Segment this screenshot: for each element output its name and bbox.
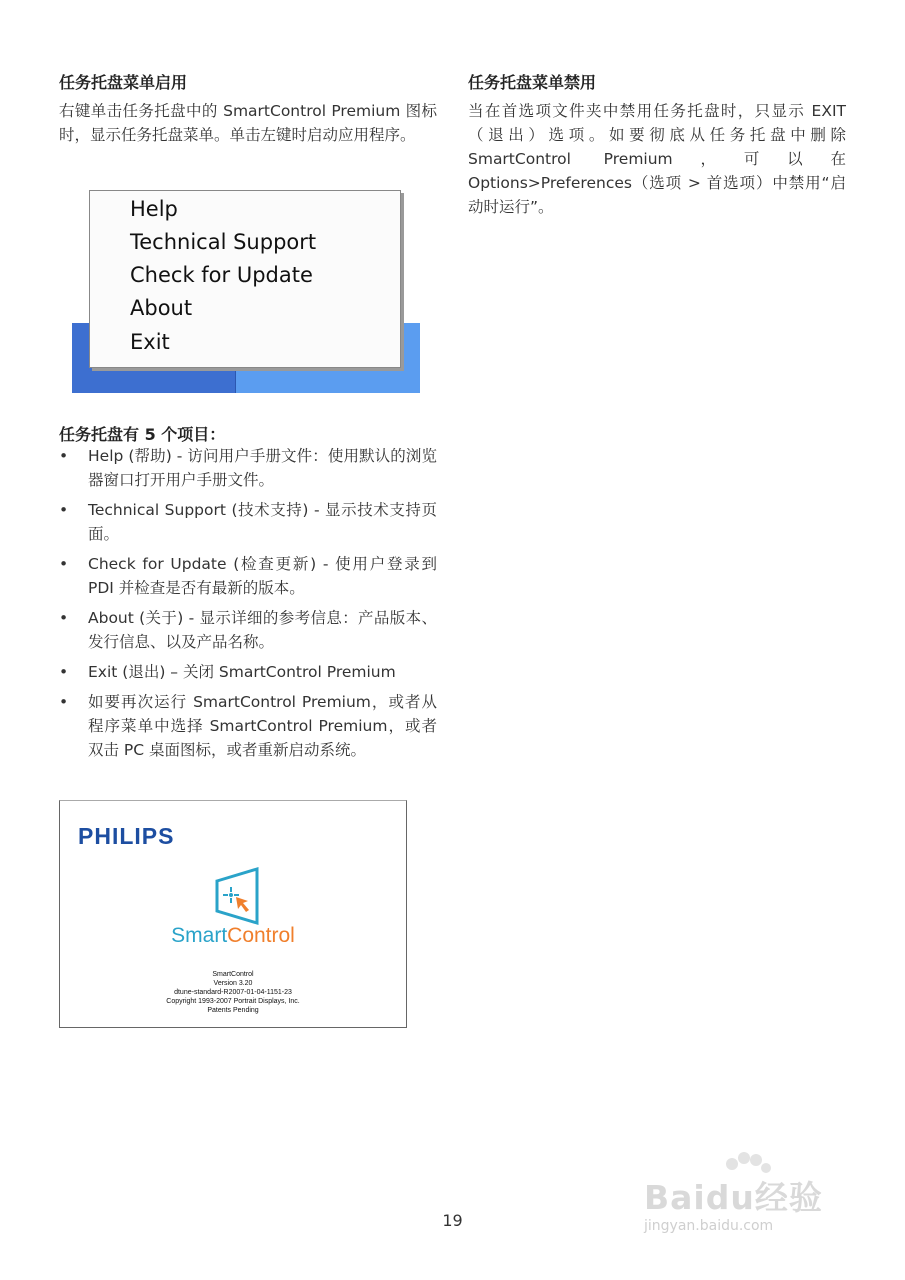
tray-menu-screenshot (72, 190, 420, 393)
menu-item-help[interactable]: Help (130, 197, 178, 221)
bullet: • (59, 447, 69, 465)
product-name-control: Control (227, 924, 295, 947)
section-heading-enabled: 任务托盘菜单启用 (59, 73, 188, 92)
list-item (59, 690, 437, 762)
baidu-watermark (640, 1150, 860, 1245)
list-item-text: Exit (退出) – 关闭 SmartControl Premium (88, 663, 396, 681)
splash-line: dtune-standard-R2007-01-04-1151-23 (174, 989, 292, 996)
list-item (59, 606, 437, 654)
bullet: • (59, 555, 69, 573)
bullet: • (59, 501, 69, 519)
list-item-text: Help (帮助) - 访问用户手册文件：使用默认的浏览器窗口打开用户手册文件。 (88, 447, 437, 489)
product-name-smart: Smart (171, 924, 228, 947)
splash-line: Copyright 1993-2007 Portrait Displays, Inc. (166, 998, 300, 1005)
splash-line: SmartControl (212, 971, 254, 978)
bullet: • (59, 693, 69, 711)
list-item (59, 660, 437, 684)
list-item-text: About (关于) - 显示详细的参考信息：产品版本、发行信息、以及产品名称。 (88, 609, 437, 651)
watermark-text: Baidu经验 (644, 1178, 823, 1217)
list-item-text: Check for Update (检查更新) - 使用户登录到 PDI 并检查是否有最新的版本。 (88, 555, 437, 597)
list-title: 任务托盘有 5 个项目： (59, 425, 226, 444)
disabled-description: 当在首选项文件夹中禁用任务托盘时，只显示 EXIT（退出）选项。如要彻底从任务托盘中删除 SmartControl Premium，可以在 Options>Preferences（选项 > 首选项）中禁用“启动时运行”。 (468, 102, 846, 216)
bullet: • (59, 609, 69, 627)
list-item (59, 498, 437, 546)
left-column (59, 70, 437, 147)
section-heading-disabled: 任务托盘菜单禁用 (468, 73, 597, 92)
splash-line: Patents Pending (207, 1007, 259, 1014)
bullet: • (59, 663, 69, 681)
watermark-url: jingyan.baidu.com (644, 1218, 774, 1234)
list-item-text: Technical Support (技术支持) - 显示技术支持页面。 (88, 501, 437, 543)
list-item-text: 如要再次运行 SmartControl Premium，或者从程序菜单中选择 SmartControl Premium，或者双击 PC 桌面图标，或者重新启动系统。 (88, 693, 437, 759)
list-item (59, 444, 437, 492)
enabled-description: 右键单击任务托盘中的 SmartControl Premium 图标时，显示任务托盘菜单。单击左键时启动应用程序。 (59, 102, 437, 144)
philips-logo: PHILIPS (78, 823, 175, 849)
product-name (60, 924, 406, 948)
page-number: 19 (442, 1211, 463, 1230)
menu-item-check-for-update[interactable]: Check for Update (130, 263, 313, 287)
splash-line: Version 3.20 (213, 980, 253, 987)
smartcontrol-logo-icon (211, 865, 267, 927)
right-column (468, 70, 846, 219)
context-menu (89, 190, 401, 368)
tray-items-list (59, 444, 437, 768)
menu-item-technical-support[interactable]: Technical Support (130, 230, 317, 254)
menu-item-exit[interactable]: Exit (130, 330, 170, 354)
list-item (59, 552, 437, 600)
splash-screen (59, 800, 407, 1028)
menu-item-about[interactable]: About (130, 296, 193, 320)
